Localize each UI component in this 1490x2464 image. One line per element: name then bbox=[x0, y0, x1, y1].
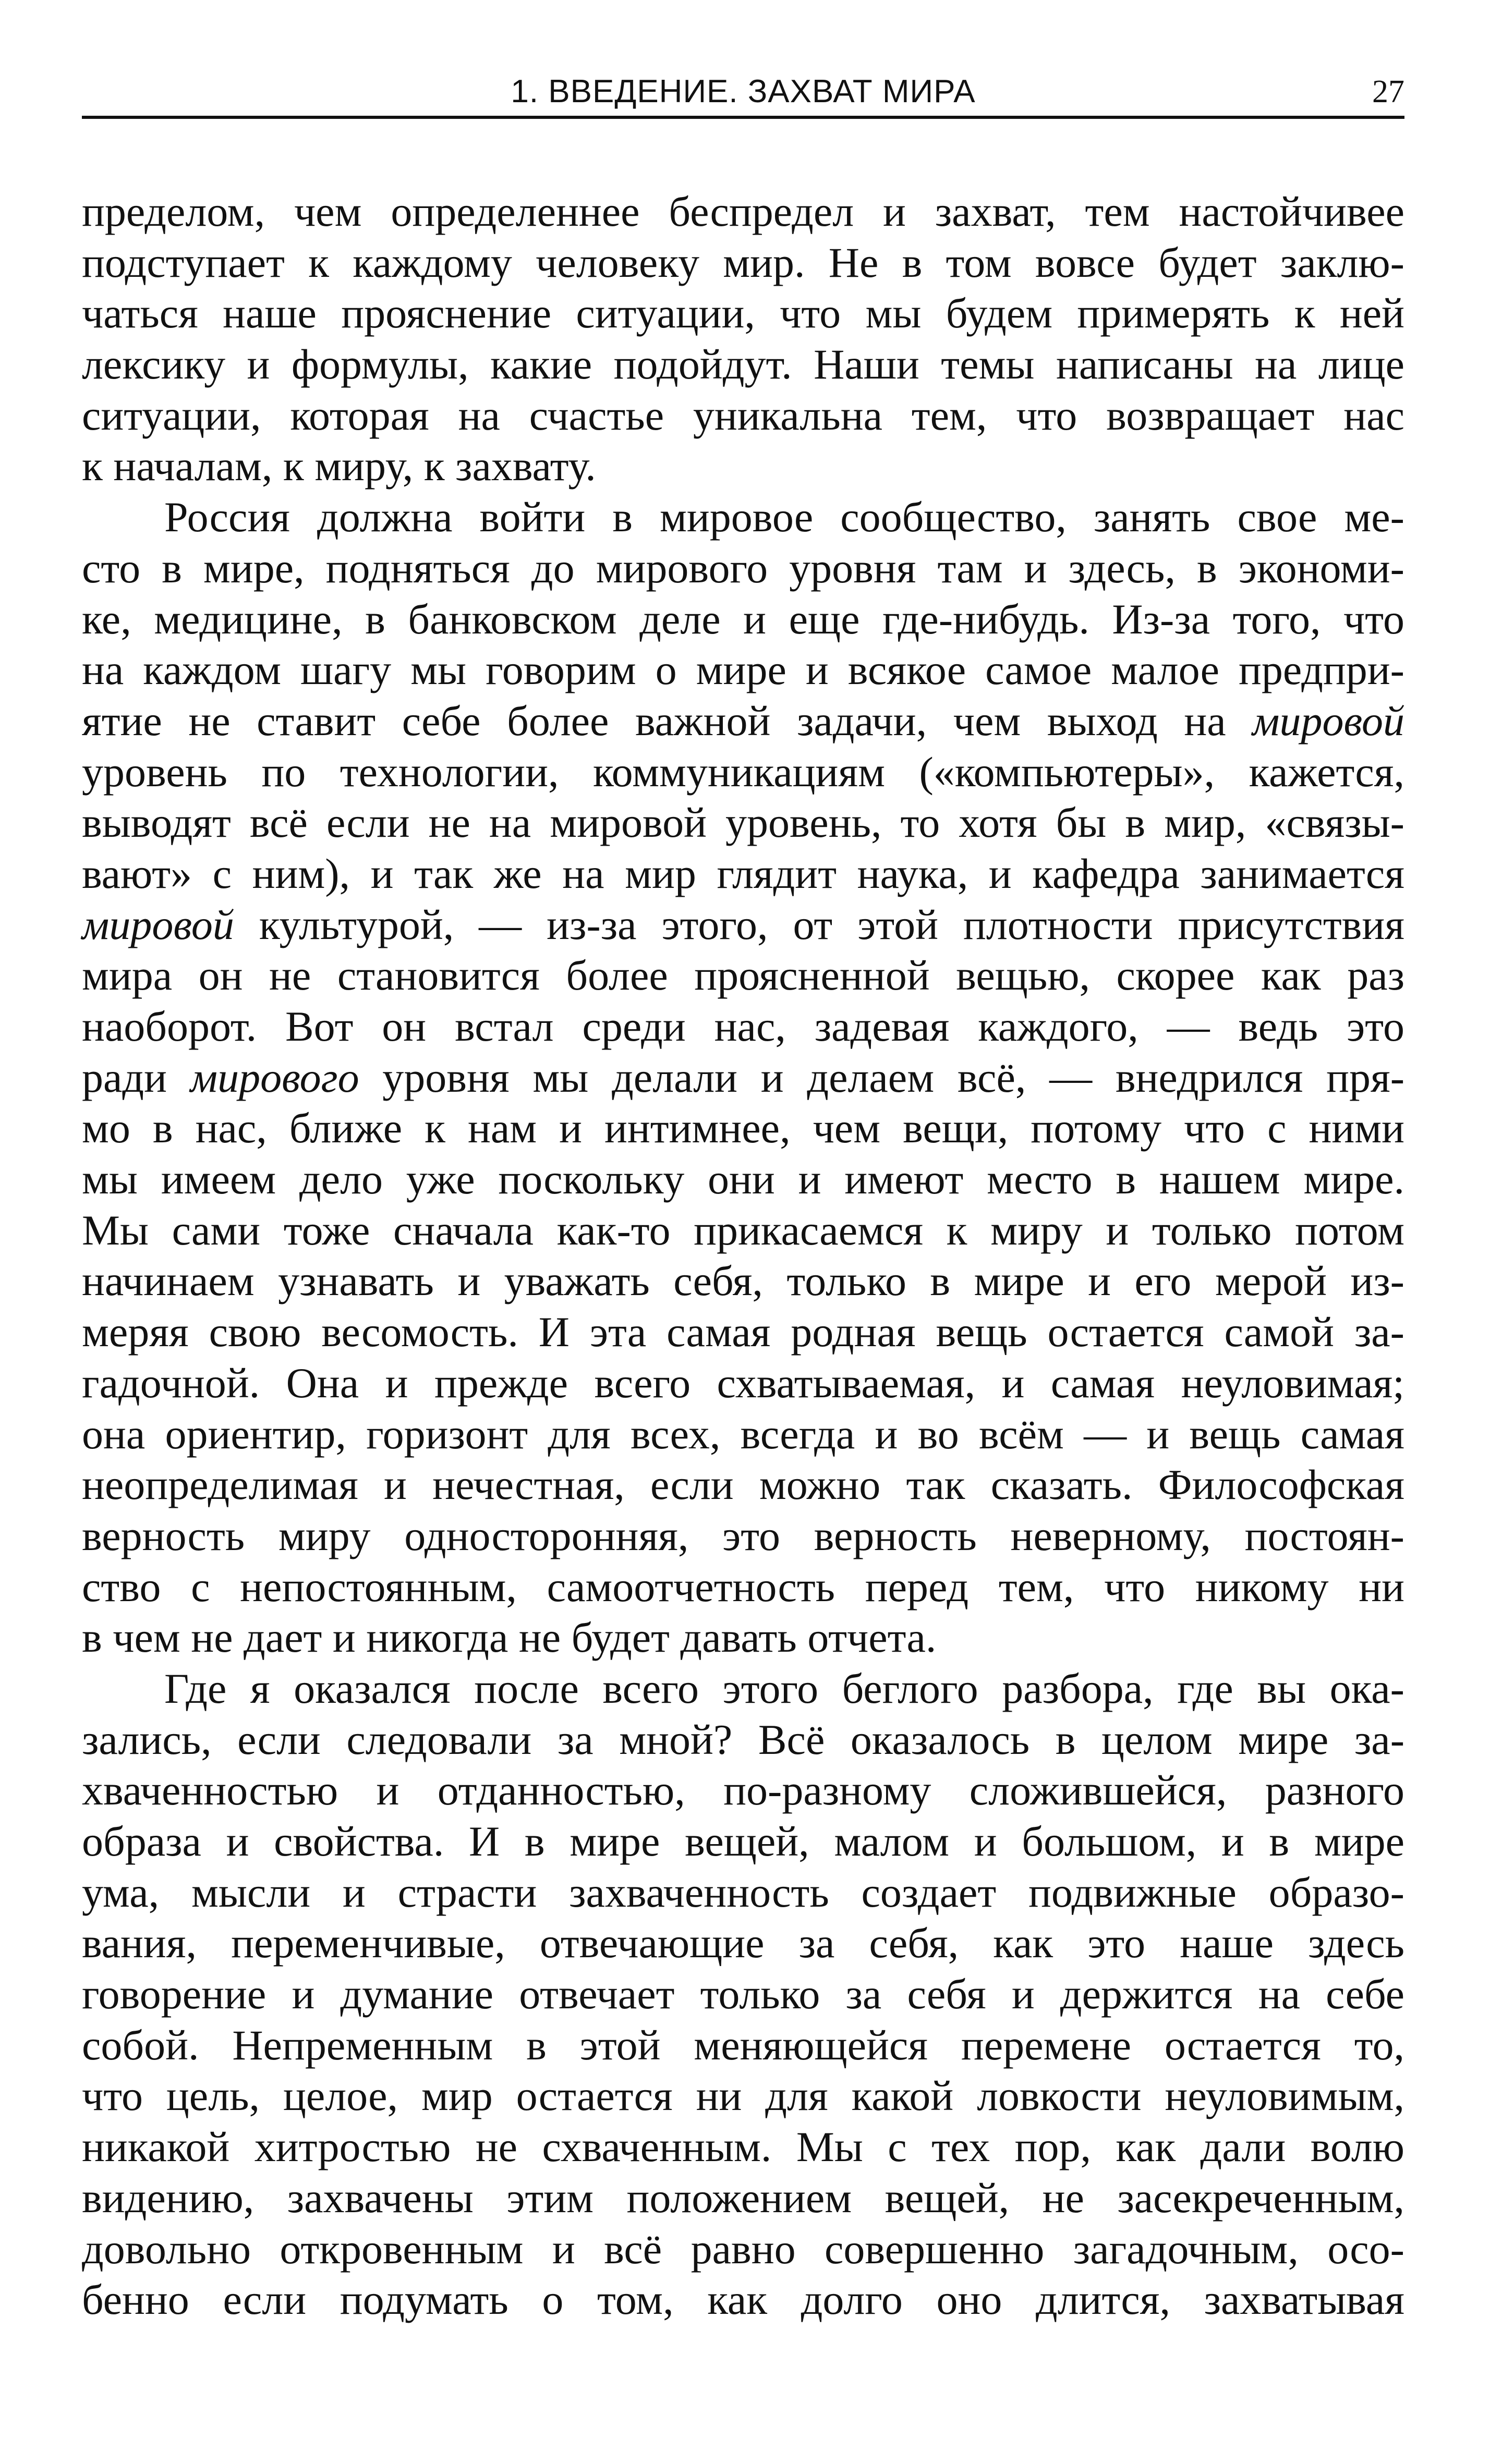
text-line: она ориентир, горизонт для всех, всегда и во всём — и вещь самая bbox=[82, 1410, 1404, 1458]
text-line: в чем не дает и никогда не будет давать отчета. bbox=[82, 1614, 937, 1662]
text-line: вания, переменчивые, отвечающие за себя, как это наше здесь bbox=[82, 1919, 1404, 1967]
text-line: видению, захвачены этим положением вещей, не засекреченным, bbox=[82, 2174, 1404, 2222]
paragraph bbox=[82, 186, 1404, 492]
text-line: начинаем узнавать и уважать себя, только в мире и его мерой из- bbox=[82, 1257, 1404, 1305]
text-line: на каждом шагу мы говорим о мире и всякое самое малое предпри- bbox=[82, 646, 1404, 694]
chapter-title: 1. ВВЕДЕНИЕ. ЗАХВАТ МИРА bbox=[511, 74, 976, 109]
text-line: Россия должна войти в мировое сообщество, занять свое ме- bbox=[164, 493, 1404, 541]
text-line: мира он не становится более проясненной вещью, скорее как раз bbox=[82, 952, 1404, 999]
text-line: к началам, к миру, к захвату. bbox=[82, 442, 596, 490]
text-line: зались, если следовали за мной? Всё оказалось в целом мире за- bbox=[82, 1715, 1404, 1763]
text-line: подступает к каждому человеку мир. Не в том вовсе будет заклю- bbox=[82, 238, 1404, 286]
text-line: хваченностью и отданностью, по-разному сложившейся, разного bbox=[82, 1766, 1404, 1814]
text-line: ума, мысли и страсти захваченность создает подвижные образо- bbox=[82, 1868, 1404, 1916]
text-line: Мы сами тоже сначала как-то прикасаемся к миру и только потом bbox=[82, 1206, 1404, 1254]
running-header bbox=[82, 67, 1404, 117]
text-line: что цель, целое, мир остается ни для какой ловкости неуловимым, bbox=[82, 2072, 1404, 2120]
text-line: вают» с ним), и так же на мир глядит наука, и кафедра занимается bbox=[82, 849, 1404, 897]
text-line: гадочной. Она и прежде всего схватываемая, и самая неуловимая; bbox=[82, 1359, 1404, 1407]
body-text bbox=[82, 186, 1404, 2325]
text-line bbox=[82, 1052, 1404, 1103]
italic-emphasis: мировой bbox=[1252, 697, 1404, 745]
page-number: 27 bbox=[1372, 74, 1404, 109]
text-line: мы имеем дело уже поскольку они и имеют место в нашем мире. bbox=[82, 1155, 1404, 1203]
text-line: ситуации, которая на счастье уникальна тем, что возвращает нас bbox=[82, 391, 1404, 439]
text-run: ятие не ставит себе более важной задачи, чем выход на bbox=[82, 697, 1253, 745]
italic-emphasis: мировой bbox=[82, 900, 234, 948]
text-run: уровня мы делали и делаем всё, — внедрился пря- bbox=[359, 1053, 1405, 1101]
text-line bbox=[82, 899, 1404, 950]
text-line: уровень по технологии, коммуникациям («компьютеры», кажется, bbox=[82, 748, 1404, 796]
paragraph bbox=[82, 492, 1404, 1663]
text-line: бенно если подумать о том, как долго оно длится, захватывая bbox=[82, 2276, 1404, 2324]
text-line: чаться наше прояснение ситуации, что мы будем примерять к ней bbox=[82, 289, 1404, 337]
paragraph bbox=[82, 1663, 1404, 2325]
text-line: верность миру односторонняя, это верность неверному, постоян- bbox=[82, 1511, 1404, 1559]
text-line: мо в нас, ближе к нам и интимнее, чем вещи, потому что с ними bbox=[82, 1104, 1404, 1152]
text-line: ство с непостоянным, самоотчетность перед тем, что никому ни bbox=[82, 1563, 1404, 1611]
header-rule bbox=[82, 116, 1404, 119]
text-line: говорение и думание отвечает только за себя и держится на себе bbox=[82, 1970, 1404, 2018]
text-line: довольно откровенным и всё равно совершенно загадочным, осо- bbox=[82, 2225, 1404, 2273]
text-line: лексику и формулы, какие подойдут. Наши темы написаны на лице bbox=[82, 340, 1404, 388]
text-line: сто в мире, подняться до мирового уровня там и здесь, в экономи- bbox=[82, 544, 1404, 592]
text-line: выводят всё если не на мировой уровень, то хотя бы в мир, «связы- bbox=[82, 799, 1404, 847]
text-line: неопределимая и нечестная, если можно так сказать. Философская bbox=[82, 1461, 1404, 1509]
text-run: культурой, — из-за этого, от этой плотности присутствия bbox=[234, 900, 1404, 948]
text-line bbox=[82, 696, 1404, 747]
text-line: Где я оказался после всего этого беглого разбора, где вы ока- bbox=[164, 1664, 1404, 1712]
text-line: меряя свою весомость. И эта самая родная вещь остается самой за- bbox=[82, 1308, 1404, 1356]
text-line: образа и свойства. И в мире вещей, малом и большом, и в мире bbox=[82, 1817, 1404, 1865]
text-line: пределом, чем определеннее беспредел и захват, тем настойчивее bbox=[82, 188, 1404, 235]
italic-emphasis: мирового bbox=[190, 1053, 359, 1101]
text-line: ке, медицине, в банковском деле и еще где-нибудь. Из-за того, что bbox=[82, 595, 1404, 643]
text-line: наоборот. Вот он встал среди нас, задевая каждого, — ведь это bbox=[82, 1003, 1404, 1050]
text-run: ради bbox=[82, 1053, 190, 1101]
text-line: собой. Непременным в этой меняющейся перемене остается то, bbox=[82, 2021, 1404, 2069]
text-line: никакой хитростью не схваченным. Мы с тех пор, как дали волю bbox=[82, 2123, 1404, 2171]
